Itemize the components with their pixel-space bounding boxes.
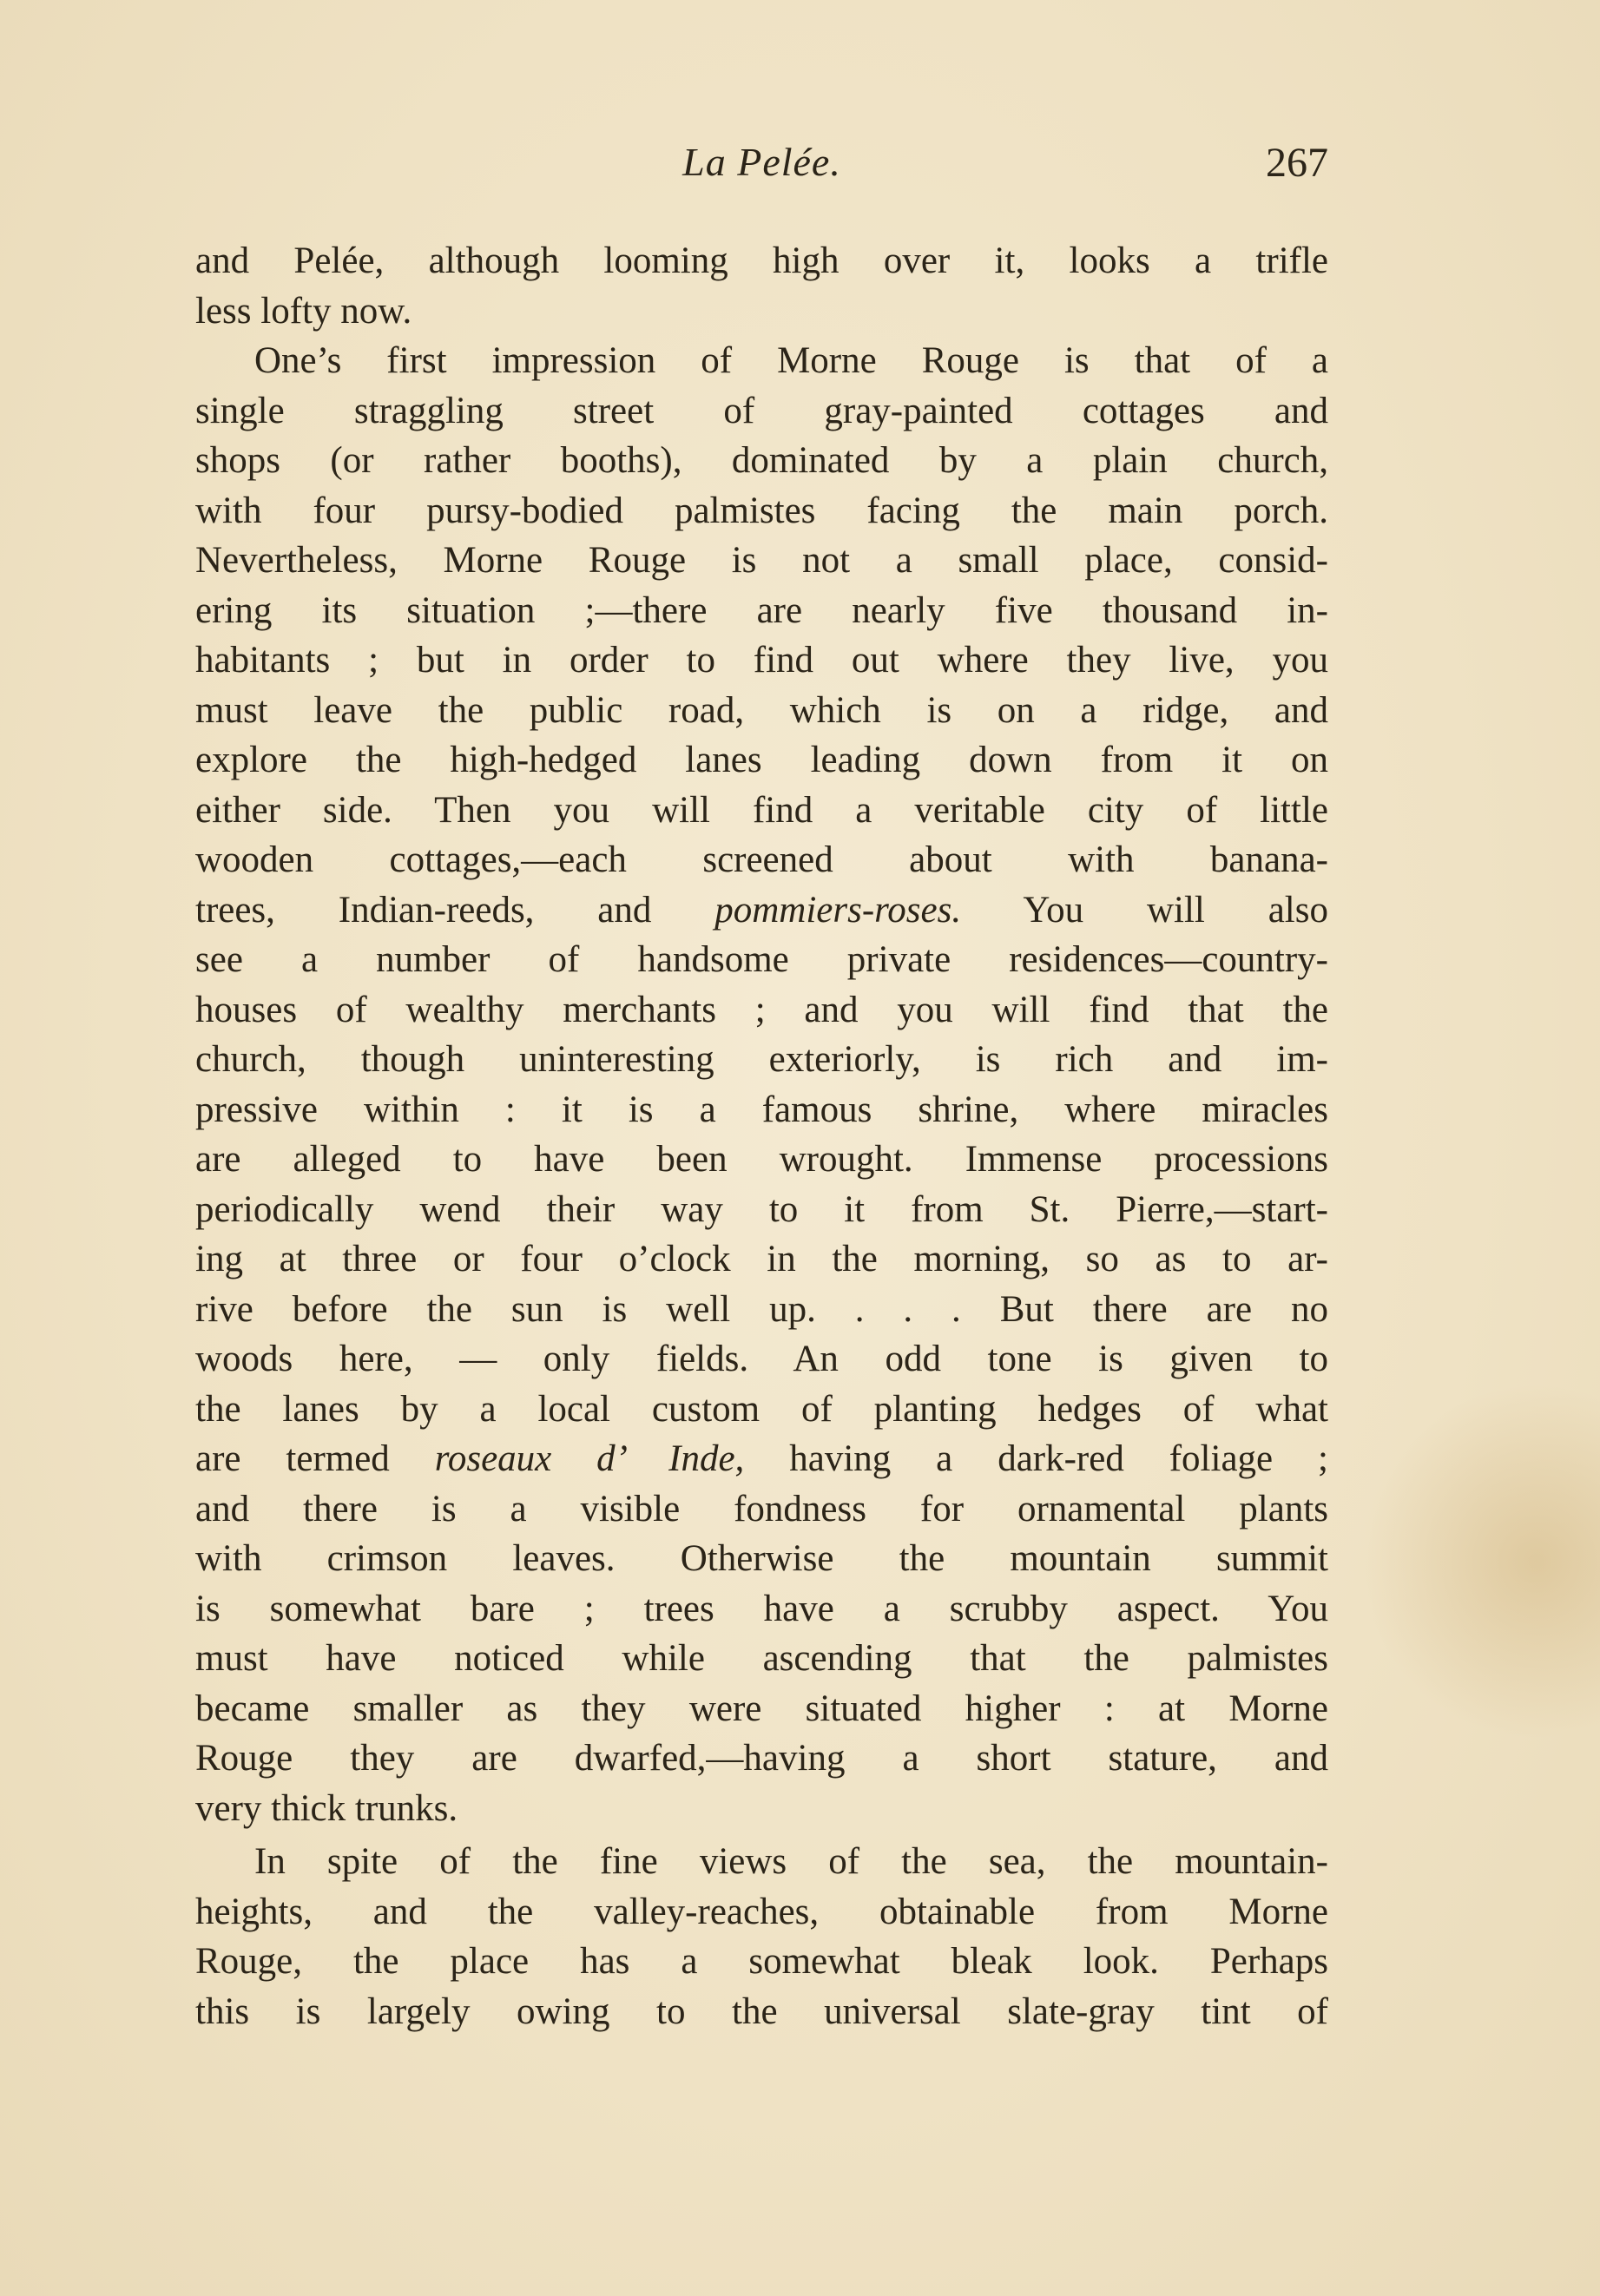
text-line [195,1937,1328,1987]
text-line [195,1085,1328,1135]
text-line [195,686,1328,736]
text-line [195,1734,1328,1784]
text-run: ering its situation ;—there are nearly five thousand in- [195,589,1328,631]
text-line [195,735,1328,786]
text-line [195,985,1328,1036]
text-run: One’s first impression of Morne Rouge is that of a [254,340,1328,381]
text-line [195,286,1328,337]
text-line [195,885,1328,936]
text-run: must have noticed while ascending that the palmistes [195,1638,1328,1679]
text-line [195,1534,1328,1584]
text-run: ing at three or four o’clock in the morning, so as to ar- [195,1239,1328,1280]
text-line [195,336,1328,386]
italic-phrase: pommiers-roses. [714,889,962,931]
text-run: either side. Then you will find a veritable city of little [195,789,1328,831]
text-run: single straggling street of gray-painted cottages and [195,390,1328,431]
text-run: with crimson leaves. Otherwise the mountain summit [195,1538,1328,1579]
text-run: wooden cottages,—each screened about with banana- [195,839,1328,880]
text-run: Rouge they are dwarfed,—having a short stature, and [195,1738,1328,1779]
text-run: very thick trunks. [195,1787,458,1829]
text-line [195,635,1328,686]
text-run: with four pursy-bodied palmistes facing the main porch. [195,490,1328,531]
text-line [195,835,1328,885]
text-run: In spite of the fine views of the sea, the mountain- [254,1841,1328,1882]
text-line [195,386,1328,437]
text-line [195,1987,1328,2037]
text-run: habitants ; but in order to find out where they live, you [195,640,1328,681]
text-run: pressive within : it is a famous shrine, where miracles [195,1089,1328,1130]
text-line [195,486,1328,536]
text-line [195,1684,1328,1734]
text-line [195,1634,1328,1684]
text-line [195,1584,1328,1635]
text-run: church, though uninteresting exteriorly, is rich and im- [195,1039,1328,1080]
text-line [195,586,1328,636]
text-line [195,1185,1328,1235]
text-run: and there is a visible fondness for ornamental plants [195,1488,1328,1530]
text-run: are termed [195,1438,435,1479]
text-line [195,1035,1328,1085]
text-line [195,786,1328,836]
italic-phrase: roseaux d’ Inde, [434,1438,745,1479]
text-line [195,1234,1328,1285]
text-run: You will also [961,889,1328,931]
text-line [195,935,1328,985]
text-line [195,1434,1328,1484]
text-run: heights, and the valley-reaches, obtainable from Morne [195,1891,1328,1932]
text-run: trees, Indian-reeds, and [195,889,715,931]
text-run: houses of wealthy merchants ; and you will find that the [195,989,1328,1030]
text-run: see a number of handsome private residences—country- [195,939,1328,980]
text-line [195,236,1328,286]
text-line [195,1784,1328,1834]
text-run: the lanes by a local custom of planting hedges of what [195,1388,1328,1430]
text-run: Rouge, the place has a somewhat bleak look. Perhaps [195,1941,1328,1982]
text-run: woods here, — only fields. An odd tone is given to [195,1339,1328,1379]
page-header [195,139,1328,208]
text-run: and Pelée, although looming high over it, looks a trifle [195,240,1328,281]
running-title: La Pelée. [682,140,841,184]
text-line [195,1285,1328,1335]
text-line [195,1887,1328,1937]
text-run: less lofty now. [195,290,412,332]
text-run: must leave the public road, which is on a ridge, and [195,689,1328,731]
text-run: became smaller as they were situated higher : at Morne [195,1687,1328,1729]
text-line [195,1385,1328,1435]
text-run: rive before the sun is well up. . . . But there are no [195,1288,1328,1330]
text-run: is somewhat bare ; trees have a scrubby aspect. You [195,1588,1328,1629]
text-run: shops (or rather booths), dominated by a plain church, [195,440,1328,481]
text-run: explore the high-hedged lanes leading down from it on [195,740,1328,780]
page-number: 267 [1266,140,1328,186]
text-line [195,1334,1328,1385]
text-line [195,1837,1328,1887]
text-run: periodically wend their way to it from St. Pierre,—start- [195,1188,1328,1230]
text-run: having a dark-red foliage ; [744,1438,1328,1479]
text-line [195,1135,1328,1185]
text-run: this is largely owing to the universal slate-gray tint of [195,1990,1328,2032]
text-run: are alleged to have been wrought. Immense processions [195,1139,1328,1180]
body-text [195,236,1328,2036]
text-line [195,1484,1328,1535]
text-line [195,536,1328,586]
text-line [195,436,1328,486]
text-run: Nevertheless, Morne Rouge is not a small place, consid- [195,540,1328,581]
